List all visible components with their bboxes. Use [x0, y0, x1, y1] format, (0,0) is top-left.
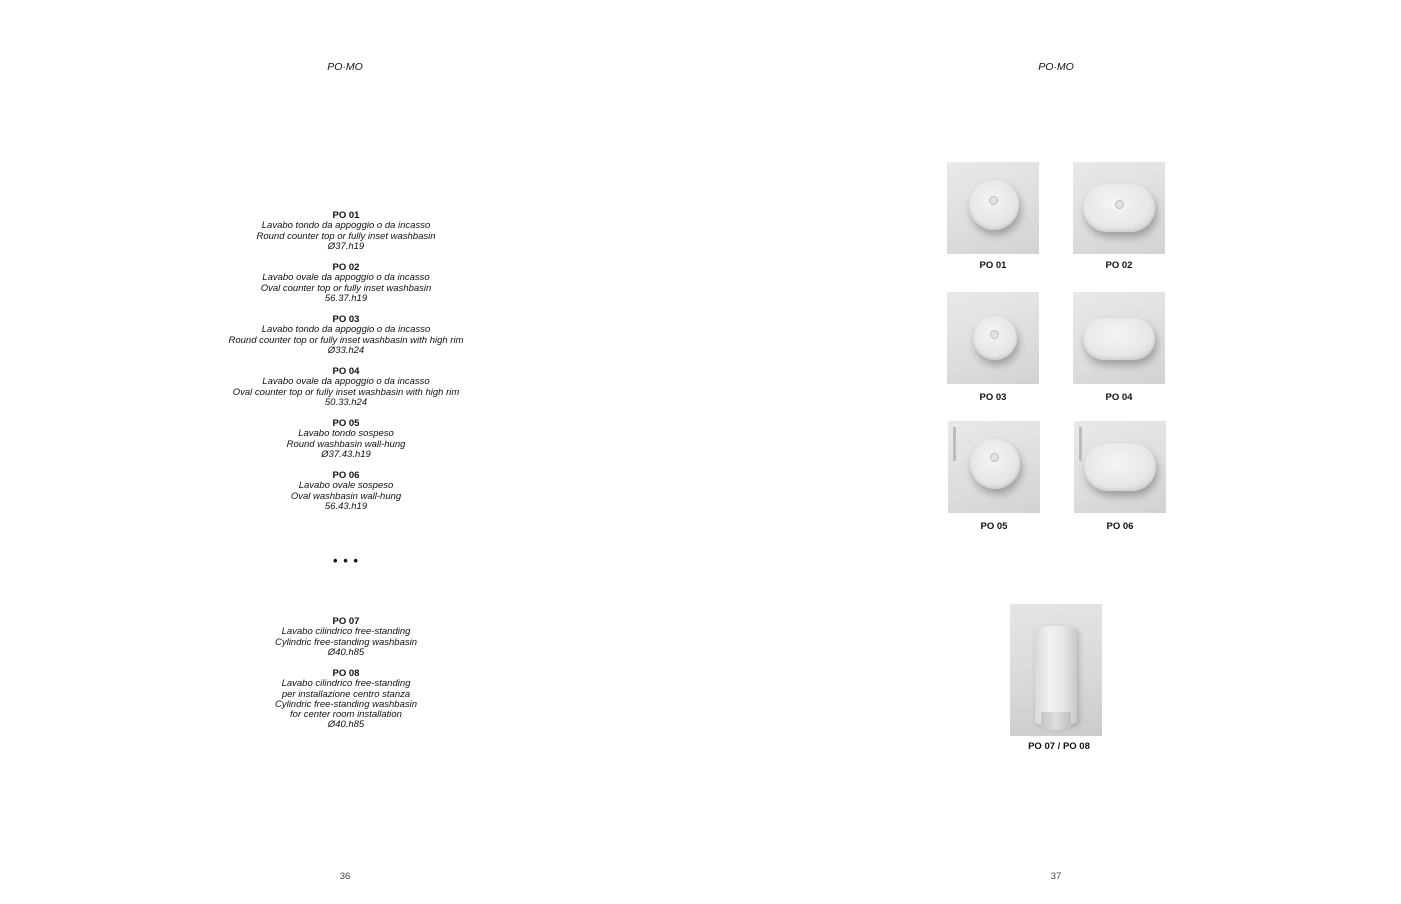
entry-dimensions: Ø40.h85	[327, 719, 365, 731]
entry-english: Oval washbasin wall-hung	[290, 490, 402, 502]
entry-po04	[196, 367, 496, 408]
thumbnail-label: PO 06	[1106, 521, 1134, 532]
drain-icon	[990, 453, 999, 462]
entry-english: Oval counter top or fully inset washbasin with high rim	[232, 386, 460, 398]
entry-italian: Lavabo ovale sospeso	[298, 480, 394, 492]
entry-po01	[196, 211, 496, 252]
thumbnail-label: PO 01	[979, 260, 1007, 271]
wall-pipe-image	[1079, 427, 1082, 461]
entry-english-2: for center room installation	[290, 709, 402, 721]
left-page	[0, 0, 700, 904]
entry-code: PO 06	[332, 470, 360, 481]
entry-po07	[196, 617, 496, 658]
oval-basin-image	[1083, 318, 1155, 360]
entry-english: Round washbasin wall-hung	[286, 438, 406, 450]
thumbnail-po05	[948, 421, 1040, 513]
entry-code: PO 07	[332, 616, 360, 627]
running-head: PO·MO	[1038, 61, 1074, 73]
page-number: 36	[339, 871, 351, 882]
entry-italian: Lavabo tondo da appoggio o da incasso	[261, 324, 431, 336]
entry-dimensions: 56.43.h19	[324, 500, 368, 512]
thumbnail-po02	[1073, 162, 1165, 254]
cylinder-basin-image	[1035, 626, 1077, 726]
entry-italian-2: per installazione centro stanza	[281, 688, 411, 700]
entry-italian: Lavabo ovale da appoggio o da incasso	[262, 272, 430, 284]
entry-dimensions: Ø33.h24	[327, 344, 365, 356]
entry-code: PO 08	[332, 668, 360, 679]
thumbnail-po07-po08	[1010, 604, 1102, 736]
entry-italian: Lavabo cilindrico free-standing	[281, 626, 411, 638]
oval-basin-image	[1084, 443, 1156, 491]
entry-po06	[196, 471, 496, 512]
section-separator: • • •	[333, 553, 359, 568]
entry-dimensions: 56.37.h19	[324, 292, 368, 304]
entry-english: Cylindric free-standing washbasin	[274, 698, 418, 710]
cylinder-base-image	[1041, 712, 1071, 730]
thumbnail-po03	[947, 292, 1039, 384]
entry-code: PO 04	[332, 366, 360, 377]
drain-icon	[1115, 200, 1124, 209]
entry-dimensions: Ø37.h19	[327, 240, 365, 252]
oval-basin-image	[1083, 184, 1155, 232]
thumbnail-label: PO 03	[979, 392, 1007, 403]
drain-icon	[989, 196, 998, 205]
entry-english: Oval counter top or fully inset washbasin	[260, 282, 432, 294]
entry-english: Cylindric free-standing washbasin	[274, 636, 418, 648]
entry-po03	[196, 315, 496, 356]
entry-code: PO 02	[332, 262, 360, 273]
thumbnail-label: PO 02	[1105, 260, 1133, 271]
entry-italian: Lavabo ovale da appoggio o da incasso	[262, 376, 430, 388]
entry-po02	[196, 263, 496, 304]
thumbnail-po01	[947, 162, 1039, 254]
entry-italian: Lavabo cilindrico free-standing	[281, 678, 411, 690]
entry-code: PO 05	[332, 418, 360, 429]
thumbnail-label: PO 05	[980, 521, 1008, 532]
drain-icon	[990, 330, 999, 339]
entry-po05	[196, 419, 496, 460]
right-page	[701, 0, 1401, 904]
entry-italian: Lavabo tondo sospeso	[298, 428, 394, 440]
thumbnail-label: PO 07 / PO 08	[1028, 741, 1090, 752]
entry-code: PO 03	[332, 314, 360, 325]
entry-english: Round counter top or fully inset washbasin with high rim	[228, 334, 464, 346]
thumbnail-po04	[1073, 292, 1165, 384]
round-basin-image	[970, 439, 1020, 489]
entry-code: PO 01	[332, 210, 360, 221]
entry-italian: Lavabo tondo da appoggio o da incasso	[261, 220, 431, 232]
entry-english: Round counter top or fully inset washbasin	[256, 230, 436, 242]
round-basin-image	[973, 316, 1017, 360]
entry-dimensions: Ø40.h85	[327, 646, 365, 658]
thumbnail-po06	[1074, 421, 1166, 513]
page-number: 37	[1050, 871, 1062, 882]
wall-pipe-image	[953, 427, 956, 461]
entry-dimensions: Ø37.43.h19	[321, 448, 371, 460]
entry-po08	[196, 669, 496, 731]
entry-dimensions: 50.33.h24	[324, 396, 368, 408]
running-head: PO·MO	[327, 61, 363, 73]
round-basin-image	[969, 180, 1019, 230]
thumbnail-label: PO 04	[1105, 392, 1133, 403]
